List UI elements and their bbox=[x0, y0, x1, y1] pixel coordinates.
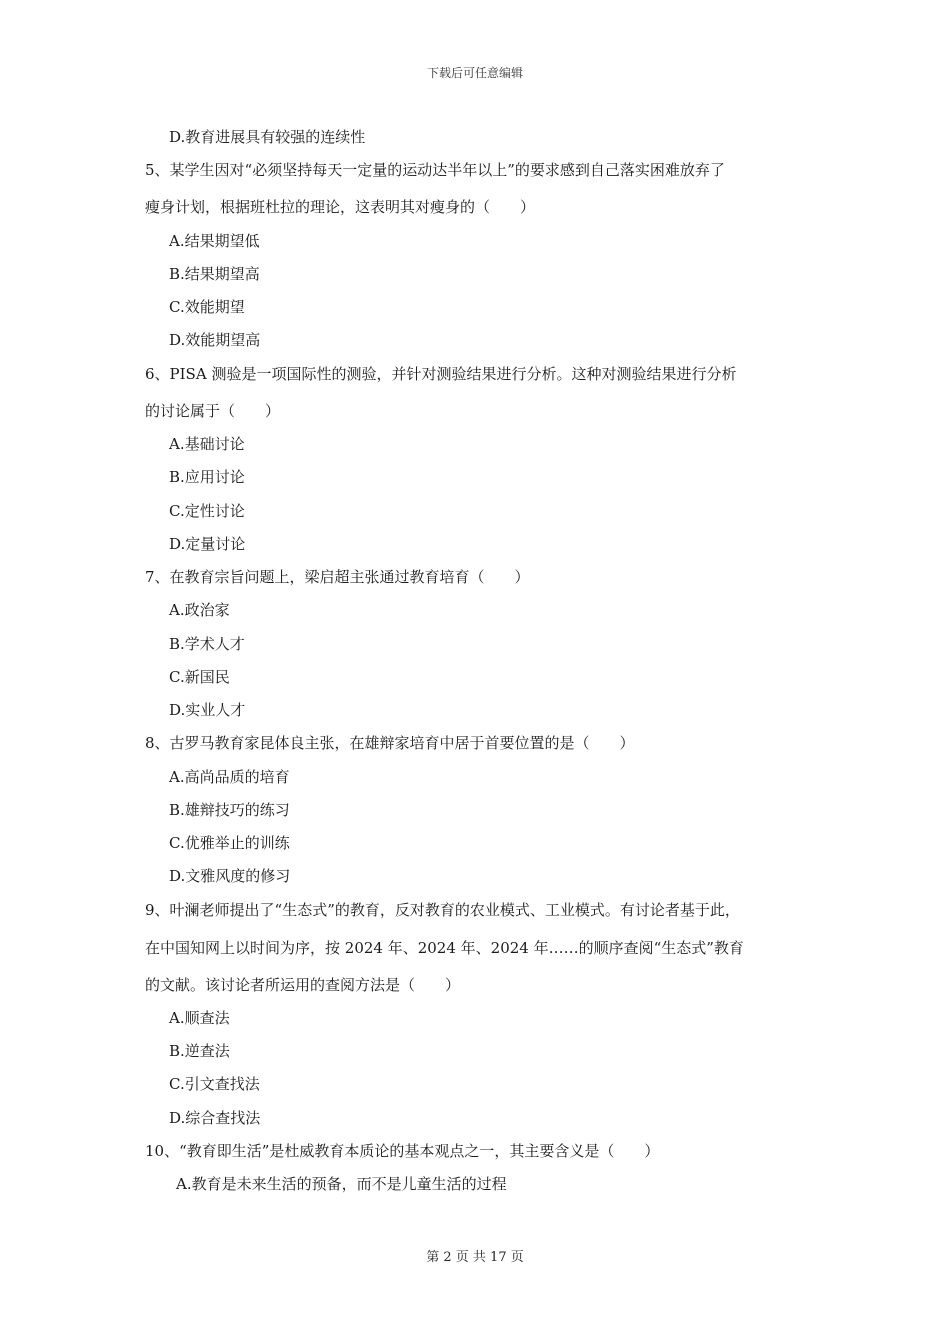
option-text: D.定量讨论 bbox=[169, 535, 246, 553]
question-text: 9、叶澜老师提出了“生态式”的教育，反对教育的农业模式、工业模式。有讨论者基于此， bbox=[145, 901, 740, 919]
option-text: A.顺查法 bbox=[169, 1009, 230, 1027]
question-text: 5、某学生因对“必须坚持每天一定量的运动达半年以上”的要求感到自己落实困难放弃了 bbox=[145, 161, 725, 179]
question-text: 6、PISA 测验是一项国际性的测验，并针对测验结果进行分析。这种对测验结果进行分析 bbox=[145, 365, 737, 383]
page-footer: 第 2 页 共 17 页 bbox=[426, 1250, 524, 1265]
option-text: B.应用讨论 bbox=[169, 468, 245, 486]
option-text: C.优雅举止的训练 bbox=[169, 834, 290, 852]
option-text: B.雄辩技巧的练习 bbox=[169, 801, 290, 819]
option-text: C.新国民 bbox=[169, 668, 230, 686]
option-text: A.高尚品质的培育 bbox=[169, 768, 290, 786]
option-text: B.学术人才 bbox=[169, 635, 245, 653]
option-text: A.基础讨论 bbox=[169, 435, 245, 453]
page-header: 下载后可任意编辑 bbox=[426, 66, 523, 80]
option-text: D.效能期望高 bbox=[169, 331, 261, 349]
question-text: 10、“教育即生活”是杜威教育本质论的基本观点之一，其主要含义是（ ） bbox=[145, 1142, 660, 1160]
option-text: D.文雅风度的修习 bbox=[169, 867, 291, 885]
option-text: D.教育进展具有较强的连续性 bbox=[169, 128, 366, 146]
option-text: C.引文查找法 bbox=[169, 1075, 260, 1093]
option-text: B.结果期望高 bbox=[169, 265, 260, 283]
question-text: 的讨论属于（ ） bbox=[145, 402, 281, 420]
option-text: B.逆查法 bbox=[169, 1042, 230, 1060]
option-text: A.政治家 bbox=[169, 601, 230, 619]
question-text: 在中国知网上以时间为序，按 2024 年、2024 年、2024 年……的顺序查阅“生态式”教育 bbox=[145, 939, 744, 957]
option-text: A.结果期望低 bbox=[169, 232, 260, 250]
option-text: D.综合查找法 bbox=[169, 1109, 261, 1127]
option-text: A.教育是未来生活的预备，而不是儿童生活的过程 bbox=[176, 1175, 507, 1193]
option-text: D.实业人才 bbox=[169, 701, 246, 719]
question-text: 的文献。该讨论者所运用的查阅方法是（ ） bbox=[145, 976, 461, 994]
option-text: C.定性讨论 bbox=[169, 502, 245, 520]
option-text: C.效能期望 bbox=[169, 298, 245, 316]
question-text: 瘦身计划，根据班杜拉的理论，这表明其对瘦身的（ ） bbox=[145, 198, 536, 216]
question-text: 8、古罗马教育家昆体良主张，在雄辩家培育中居于首要位置的是（ ） bbox=[145, 734, 635, 752]
question-text: 7、在教育宗旨问题上，梁启超主张通过教育培育（ ） bbox=[145, 568, 530, 586]
